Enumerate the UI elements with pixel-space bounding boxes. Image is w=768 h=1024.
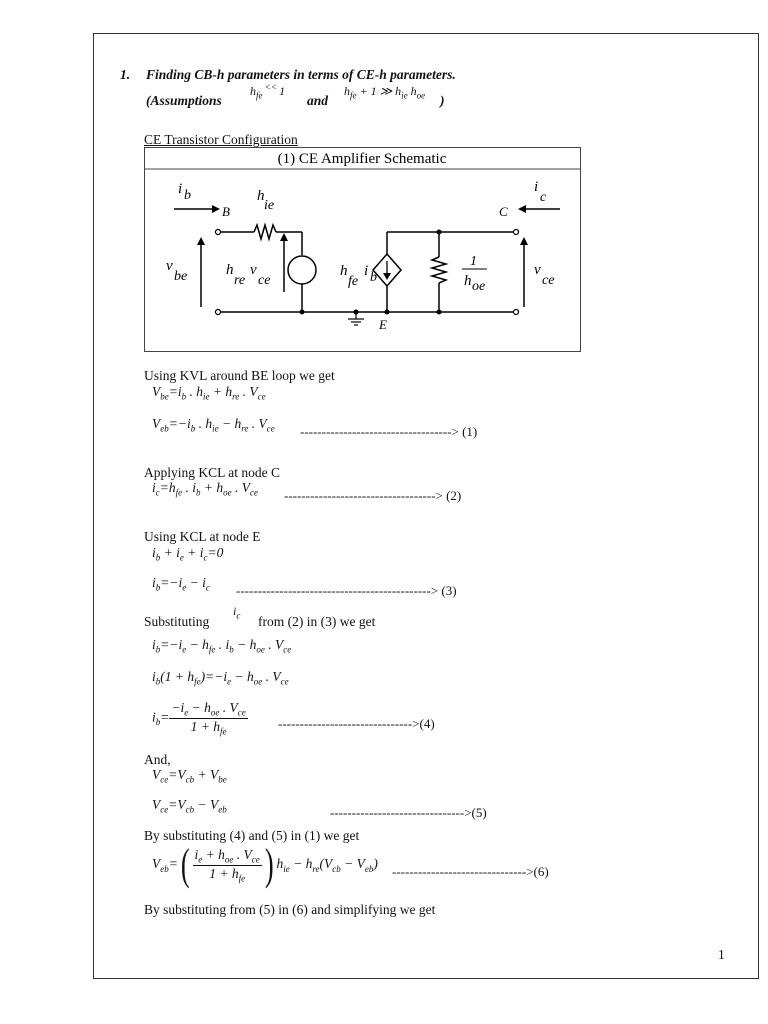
assumption1: $h_{fe}$ << 1 <box>250 82 286 101</box>
close-paren: ) <box>440 93 445 108</box>
svg-text:B: B <box>222 204 230 219</box>
page-number: 1 <box>718 947 725 962</box>
svg-text:fe: fe <box>348 274 359 289</box>
eq-ib2: $i_b=-i_e - h_{fe}$ . $i_b - h_{oe}$ . $V_{ce}$ <box>152 637 292 655</box>
subst-text-pre: Substituting <box>144 614 210 629</box>
eq-ic: $i_c=h_{fe}$ . $i_b + h_{oe}$ . $V_{ce}$ <box>152 480 259 498</box>
svg-text:b: b <box>370 270 377 285</box>
and-label: and <box>307 93 329 108</box>
arrow-4: ------------------------------->(4) <box>278 716 435 731</box>
eq-ib4: $i_b=$ $\frac{-i_e - h_{oe} . V_{ce}}{1 + h_{fe}}$ <box>152 700 246 737</box>
ce-amplifier-schematic <box>144 147 581 352</box>
kvl-text: Using KVL around BE loop we get <box>144 368 335 383</box>
arrow-1: -----------------------------------> (1) <box>300 424 478 439</box>
svg-text:ce: ce <box>542 273 555 288</box>
arrow-2: -----------------------------------> (2) <box>284 488 462 503</box>
svg-text:i: i <box>178 181 183 197</box>
svg-text:1: 1 <box>470 254 477 269</box>
arrow-6: ------------------------------->(6) <box>392 864 549 879</box>
svg-text:h: h <box>340 263 348 279</box>
and-text: And, <box>144 752 171 767</box>
arrow-5: ------------------------------->(5) <box>330 805 487 820</box>
eq-vbe: $V_{be}=i_b$ . $h_{ie} + h_{re}$ . $V_{ce}$ <box>152 384 266 402</box>
svg-text:ce: ce <box>258 273 271 288</box>
subst3-text: By substituting from (5) in (6) and simplifying we get <box>144 902 436 917</box>
arrow-3: ---------------------------------------------> (3) <box>236 583 457 598</box>
eq-sum: $i_b + i_e + i_c=0$ <box>152 545 224 563</box>
svg-text:v: v <box>534 262 541 278</box>
svg-text:re: re <box>234 273 246 288</box>
eq-vce1: $V_{ce}=V_{cb} + V_{be}$ <box>152 767 227 785</box>
eq-veb6: $V_{eb}=$( $\frac{i_e + h_{oe} . V_{ce}}{1 + h_{fe}}$ ) $h_{ie} - h_{re}(V_{cb} - V_{eb})$ <box>152 840 378 889</box>
svg-text:ie: ie <box>264 198 275 213</box>
subst2-text: By substituting (4) and (5) in (1) we get <box>144 828 360 843</box>
eq-veb: $V_{eb}=-i_b$ . $h_{ie} - h_{re}$ . $V_{ce}$ <box>152 416 275 434</box>
svg-text:be: be <box>174 269 188 284</box>
assumption2: $h_{fe} + 1$ ≫ $h_{ie}$ $h_{oe}$ <box>344 84 426 101</box>
schematic-title: (1) CE Amplifier Schematic <box>277 151 447 167</box>
heading-number: 1. <box>120 67 131 82</box>
svg-text:c: c <box>540 190 547 205</box>
subst-text-post: from (2) in (3) we get <box>258 614 376 629</box>
subst-ic: $i_c$ <box>233 604 241 621</box>
svg-text:C: C <box>499 204 508 219</box>
eq-ib1: $i_b=-i_e - i_c$ <box>152 575 210 593</box>
heading-title: Finding CB-h parameters in terms of CE-h parameters. <box>146 67 456 82</box>
assumptions-label: (Assumptions <box>146 93 222 108</box>
svg-text:b: b <box>184 188 191 203</box>
svg-text:i: i <box>364 263 369 279</box>
eq-vce2: $V_{ce}=V_{cb} - V_{eb}$ <box>152 797 227 815</box>
svg-text:h: h <box>226 262 234 278</box>
svg-text:h: h <box>257 188 265 204</box>
kcl-c-text: Applying KCL at node C <box>144 465 280 480</box>
eq-ib3: $i_b(1 + h_{fe})=-i_e - h_{oe}$ . $V_{ce}$ <box>152 669 289 687</box>
svg-text:E: E <box>379 317 387 332</box>
svg-text:v: v <box>250 262 257 278</box>
svg-text:oe: oe <box>472 279 486 294</box>
section-title: CE Transistor Configuration <box>144 132 298 147</box>
svg-text:h: h <box>464 273 472 289</box>
svg-text:v: v <box>166 258 173 274</box>
kcl-e-text: Using KCL at node E <box>144 529 261 544</box>
svg-text:i: i <box>534 179 539 195</box>
